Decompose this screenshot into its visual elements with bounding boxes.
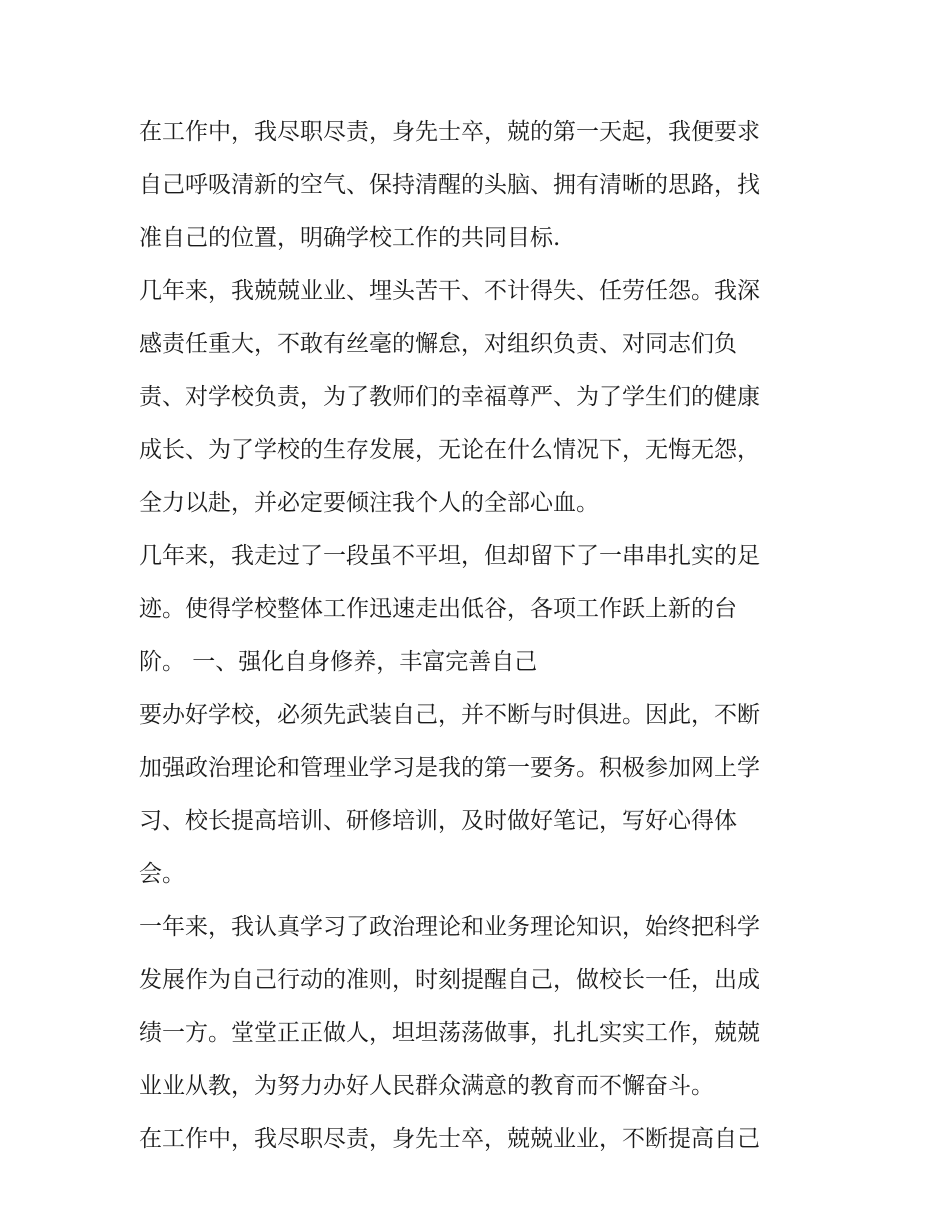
text-line: 发展作为自己行动的准则，时刻提醒自己，做校长一任，出成: [139, 967, 760, 993]
text-line: 绩一方。堂堂正正做人，坦坦荡荡做事，扎扎实实工作，兢兢: [139, 1020, 760, 1046]
text-line: 要办好学校，必须先武装自己，并不断与时俱进。因此，不断: [139, 702, 760, 728]
text-line: 感责任重大，不敢有丝毫的懈怠，对组织负责、对同志们负: [139, 331, 737, 357]
text-line: 迹。使得学校整体工作迅速走出低谷，各项工作跃上新的台: [139, 596, 737, 622]
text-line: 准自己的位置，明确学校工作的共同目标.: [139, 225, 561, 251]
text-line: 加强政治理论和管理业学习是我的第一要务。积极参加网上学: [139, 755, 760, 781]
text-line: 自己呼吸清新的空气、保持清醒的头脑、拥有清晰的思路，找: [139, 172, 760, 198]
text-line: 阶。 一、强化自身修养，丰富完善自己: [139, 649, 538, 675]
text-line: 成长、为了学校的生存发展，无论在什么情况下，无悔无怨，: [139, 437, 760, 463]
text-line: 业业从教，为努力办好人民群众满意的教育而不懈奋斗。: [139, 1073, 714, 1099]
text-line: 在工作中，我尽职尽责，身先士卒，兢兢业业，不断提高自己: [139, 1126, 760, 1152]
text-line: 几年来，我兢兢业业、埋头苦干、不计得失、任劳任怨。我深: [139, 278, 760, 304]
document-body: [139, 106, 819, 1166]
paragraph-3: [139, 530, 819, 689]
paragraph-1: [139, 106, 819, 265]
paragraph-2: [139, 265, 819, 530]
text-line: 会。: [139, 861, 185, 887]
text-line: 几年来，我走过了一段虽不平坦，但却留下了一串串扎实的足: [139, 543, 760, 569]
text-line: 一年来，我认真学习了政治理论和业务理论知识，始终把科学: [139, 914, 760, 940]
paragraph-4: [139, 689, 819, 901]
text-line: 习、校长提高培训、研修培训，及时做好笔记，写好心得体: [139, 808, 737, 834]
paragraph-5: [139, 901, 819, 1113]
text-line: 在工作中，我尽职尽责，身先士卒，兢的第一天起，我便要求: [139, 119, 760, 145]
text-line: 责、对学校负责，为了教师们的幸福尊严、为了学生们的健康: [139, 384, 760, 410]
text-line: 全力以赴，并必定要倾注我个人的全部心血。: [139, 490, 599, 516]
paragraph-6: [139, 1113, 819, 1166]
